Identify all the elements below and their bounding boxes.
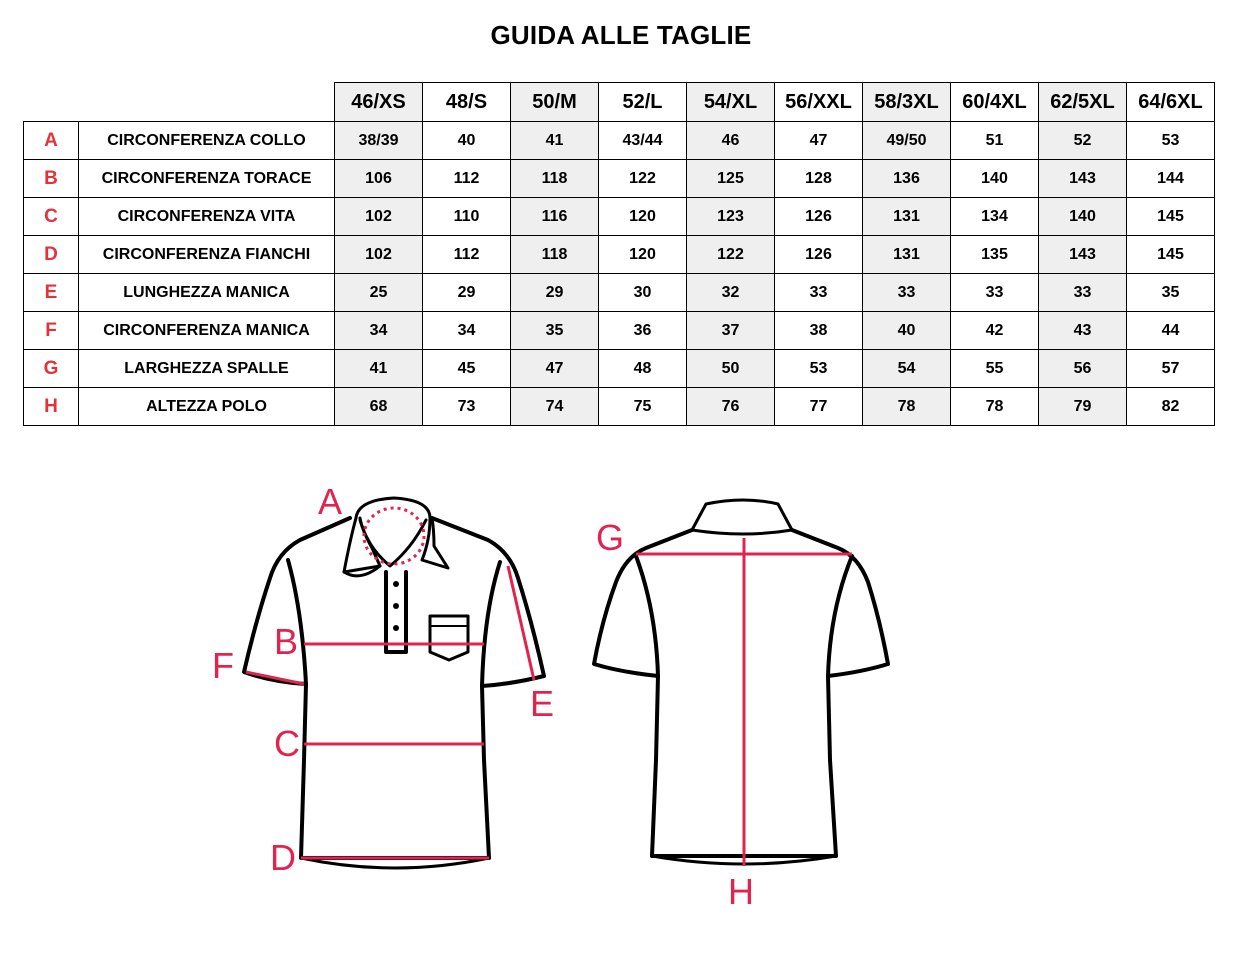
value-cell: 30: [599, 274, 687, 312]
value-cell: 46: [687, 122, 775, 160]
row-letter: C: [24, 198, 79, 236]
diagram-label-g: G: [596, 517, 625, 558]
size-header-cell: 64/6XL: [1127, 83, 1215, 122]
value-cell: 143: [1039, 236, 1127, 274]
front-measure-lines: [246, 566, 534, 858]
measure-label: CIRCONFERENZA VITA: [79, 198, 335, 236]
back-measure-lines: [636, 538, 852, 866]
value-cell: 41: [511, 122, 599, 160]
value-cell: 41: [335, 350, 423, 388]
value-cell: 77: [775, 388, 863, 426]
size-header-cell: 46/XS: [335, 83, 423, 122]
value-cell: 76: [687, 388, 775, 426]
value-cell: 57: [1127, 350, 1215, 388]
value-cell: 68: [335, 388, 423, 426]
value-cell: 136: [863, 160, 951, 198]
size-header-cell: 58/3XL: [863, 83, 951, 122]
value-cell: 44: [1127, 312, 1215, 350]
value-cell: 33: [775, 274, 863, 312]
value-cell: 35: [511, 312, 599, 350]
measure-label: CIRCONFERENZA TORACE: [79, 160, 335, 198]
row-letter: G: [24, 350, 79, 388]
front-buttons: [393, 581, 399, 631]
measure-label: ALTEZZA POLO: [79, 388, 335, 426]
row-letter: A: [24, 122, 79, 160]
value-cell: 145: [1127, 198, 1215, 236]
value-cell: 34: [335, 312, 423, 350]
value-cell: 38: [775, 312, 863, 350]
value-cell: 35: [1127, 274, 1215, 312]
value-cell: 140: [1039, 198, 1127, 236]
value-cell: 118: [511, 236, 599, 274]
size-header-cell: 60/4XL: [951, 83, 1039, 122]
value-cell: 102: [335, 198, 423, 236]
value-cell: 78: [951, 388, 1039, 426]
diagram-label-e: E: [530, 683, 555, 724]
value-cell: 131: [863, 236, 951, 274]
measure-label: CIRCONFERENZA MANICA: [79, 312, 335, 350]
diagram-label-a: A: [318, 481, 343, 522]
value-cell: 79: [1039, 388, 1127, 426]
value-cell: 116: [511, 198, 599, 236]
value-cell: 37: [687, 312, 775, 350]
size-header-cell: 48/S: [423, 83, 511, 122]
value-cell: 126: [775, 236, 863, 274]
size-header-cell: 54/XL: [687, 83, 775, 122]
row-letter: E: [24, 274, 79, 312]
diagram-label-h: H: [728, 871, 754, 912]
value-cell: 143: [1039, 160, 1127, 198]
value-cell: 50: [687, 350, 775, 388]
value-cell: 38/39: [335, 122, 423, 160]
value-cell: 40: [863, 312, 951, 350]
value-cell: 43/44: [599, 122, 687, 160]
value-cell: 75: [599, 388, 687, 426]
neck-measure-circle: [364, 508, 424, 564]
measure-label: CIRCONFERENZA FIANCHI: [79, 236, 335, 274]
diagram-label-f: F: [212, 645, 234, 686]
value-cell: 51: [951, 122, 1039, 160]
value-cell: 34: [423, 312, 511, 350]
row-letter: B: [24, 160, 79, 198]
size-header-cell: 62/5XL: [1039, 83, 1127, 122]
value-cell: 78: [863, 388, 951, 426]
row-letter: H: [24, 388, 79, 426]
value-cell: 122: [599, 160, 687, 198]
value-cell: 42: [951, 312, 1039, 350]
value-cell: 120: [599, 198, 687, 236]
value-cell: 145: [1127, 236, 1215, 274]
value-cell: 55: [951, 350, 1039, 388]
value-cell: 106: [335, 160, 423, 198]
value-cell: 47: [775, 122, 863, 160]
value-cell: 123: [687, 198, 775, 236]
value-cell: 29: [423, 274, 511, 312]
value-cell: 118: [511, 160, 599, 198]
value-cell: 56: [1039, 350, 1127, 388]
value-cell: 48: [599, 350, 687, 388]
page-title: GUIDA ALLE TAGLIE: [490, 20, 752, 50]
value-cell: 32: [687, 274, 775, 312]
measure-label: LUNGHEZZA MANICA: [79, 274, 335, 312]
value-cell: 112: [423, 236, 511, 274]
value-cell: 40: [423, 122, 511, 160]
value-cell: 43: [1039, 312, 1127, 350]
value-cell: 33: [863, 274, 951, 312]
value-cell: 82: [1127, 388, 1215, 426]
diagram-label-b: B: [274, 621, 299, 662]
value-cell: 128: [775, 160, 863, 198]
value-cell: 120: [599, 236, 687, 274]
value-cell: 144: [1127, 160, 1215, 198]
value-cell: 47: [511, 350, 599, 388]
value-cell: 112: [423, 160, 511, 198]
value-cell: 125: [687, 160, 775, 198]
value-cell: 73: [423, 388, 511, 426]
value-cell: 33: [951, 274, 1039, 312]
value-cell: 126: [775, 198, 863, 236]
value-cell: 74: [511, 388, 599, 426]
value-cell: 29: [511, 274, 599, 312]
measure-label: CIRCONFERENZA COLLO: [79, 122, 335, 160]
measure-label: LARGHEZZA SPALLE: [79, 350, 335, 388]
value-cell: 102: [335, 236, 423, 274]
row-letter: F: [24, 312, 79, 350]
value-cell: 110: [423, 198, 511, 236]
value-cell: 53: [775, 350, 863, 388]
value-cell: 54: [863, 350, 951, 388]
value-cell: 131: [863, 198, 951, 236]
front-shirt: [244, 498, 544, 868]
row-letter: D: [24, 236, 79, 274]
value-cell: 134: [951, 198, 1039, 236]
size-header-cell: 56/XXL: [775, 83, 863, 122]
value-cell: 25: [335, 274, 423, 312]
value-cell: 122: [687, 236, 775, 274]
value-cell: 45: [423, 350, 511, 388]
diagram-label-d: D: [270, 837, 296, 878]
diagram-label-c: C: [274, 723, 300, 764]
value-cell: 53: [1127, 122, 1215, 160]
size-header-cell: 52/L: [599, 83, 687, 122]
value-cell: 49/50: [863, 122, 951, 160]
size-header-cell: 50/M: [511, 83, 599, 122]
value-cell: 36: [599, 312, 687, 350]
value-cell: 52: [1039, 122, 1127, 160]
value-cell: 140: [951, 160, 1039, 198]
value-cell: 135: [951, 236, 1039, 274]
value-cell: 33: [1039, 274, 1127, 312]
